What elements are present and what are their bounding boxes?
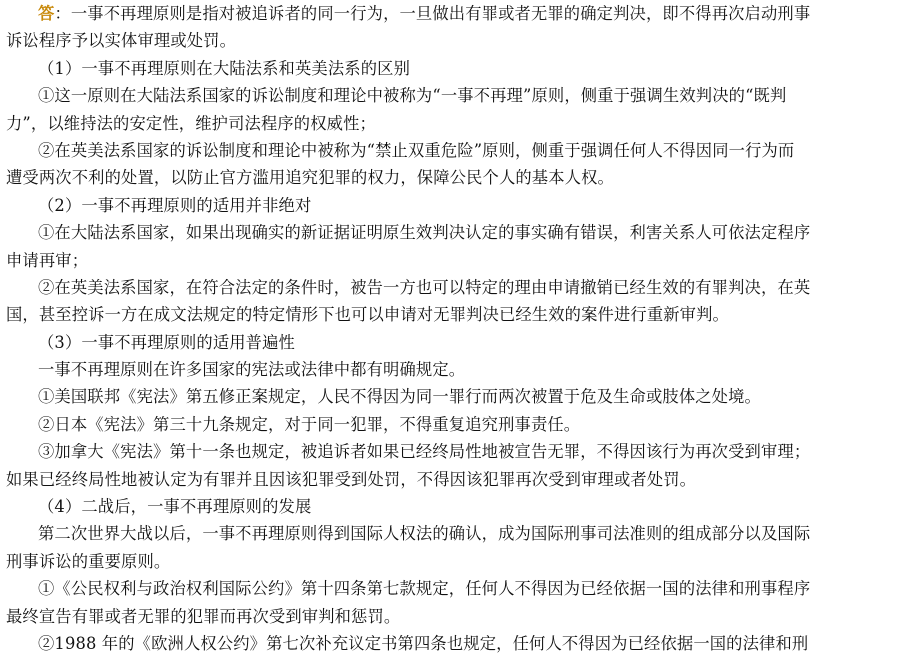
text-line: ②1988 年的《欧洲人权公约》第七次补充议定书第四条也规定，任何人不得因为已经依据一国的法律和刑 bbox=[38, 633, 809, 653]
text-line: ②日本《宪法》第三十九条规定，对于同一犯罪，不得重复追究刑事责任。 bbox=[38, 414, 581, 434]
text-line: 第二次世界大战以后，一事不再理原则得到国际人权法的确认，成为国际刑事司法准则的组成部分以及国际 bbox=[38, 524, 811, 544]
text-line: 诉讼程序予以实体审理或处罚。 bbox=[6, 31, 237, 51]
answer-label: 答 bbox=[38, 4, 55, 23]
text-line: 力”，以维持法的安定性，维护司法程序的权威性； bbox=[6, 113, 376, 133]
section-heading-1: （1）一事不再理原则在大陆法系和英美法系的区别 bbox=[38, 58, 410, 78]
text-line: 一事不再理原则在许多国家的宪法或法律中都有明确规定。 bbox=[38, 360, 466, 380]
answer-line bbox=[6, 0, 903, 27]
section-heading-3: （3）一事不再理原则的适用普遍性 bbox=[38, 332, 295, 352]
text-line: ①美国联邦《宪法》第五修正案规定，人民不得因为同一罪行而两次被置于危及生命或肢体之处境。 bbox=[38, 387, 761, 407]
text-line: 申请再审； bbox=[6, 250, 89, 270]
text-line: ①《公民权利与政治权利国际公约》第十四条第七款规定，任何人不得因为已经依据一国的法律和刑事程序 bbox=[38, 579, 811, 599]
text-line: ①这一原则在大陆法系国家的诉讼制度和理论中被称为“一事不再理”原则，侧重于强调生效判决的“既判 bbox=[38, 86, 787, 106]
text-line: 最终宣告有罪或者无罪的犯罪而再次受到审判和惩罚。 bbox=[6, 606, 401, 626]
section-heading-4: （4）二战后，一事不再理原则的发展 bbox=[38, 497, 312, 517]
text-line: 遭受两次不利的处置，以防止官方滥用追究犯罪的权力，保障公民个人的基本人权。 bbox=[6, 168, 614, 188]
text-line: 国，甚至控诉一方在成文法规定的特定情形下也可以申请对无罪判决已经生效的案件进行重新审判。 bbox=[6, 305, 729, 325]
text-line: ②在英美法系国家的诉讼制度和理论中被称为“禁止双重危险”原则，侧重于强调任何人不得因同一行为而 bbox=[38, 140, 795, 160]
text-line: ：一事不再理原则是指对被追诉者的同一行为，一旦做出有罪或者无罪的确定判决，即不得再次启动刑事 bbox=[54, 4, 811, 23]
text-line: 如果已经终局性地被认定为有罪并且因该犯罪受到处罚，不得因该犯罪再次受到审理或者处罚。 bbox=[6, 469, 697, 489]
text-line: ③加拿大《宪法》第十一条也规定，被追诉者如果已经终局性地被宣告无罪，不得因该行为再次受到审理； bbox=[38, 442, 811, 462]
text-line: ①在大陆法系国家，如果出现确实的新证据证明原生效判决认定的事实确有错误，利害关系人可依法定程序 bbox=[38, 223, 811, 243]
text-line: 刑事诉讼的重要原则。 bbox=[6, 551, 171, 571]
text-line: ②在英美法系国家，在符合法定的条件时，被告一方也可以特定的理由申请撤销已经生效的有罪判决，在英 bbox=[38, 277, 811, 297]
section-heading-2: （2）一事不再理原则的适用并非绝对 bbox=[38, 195, 312, 215]
